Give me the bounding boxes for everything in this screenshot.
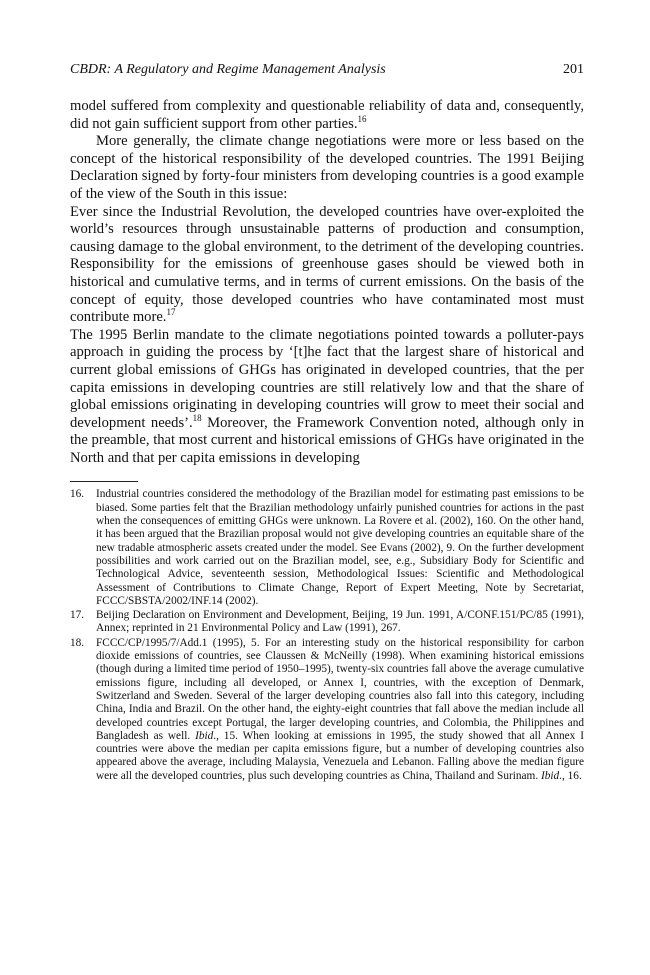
footnote-17 bbox=[70, 609, 584, 636]
footnote-text-a: FCCC/CP/1995/7/Add.1 (1995), 5. For an interesting study on the historical responsibility for carbon dioxide emissions of countries, see Claussen & McNeilly (1998). When examining historical emissions (though during a limited time period of 1950–1995), twenty-six countries fall above the average cumulative emissions figure, including all developed, or Annex I, countries, with the exception of Denmark, Switzerland and Sweden. Several of the larger developing countries also fall into this category, including China, India and Brazil. On the other hand, the eighty-eight countries that fall above the median include all developed countries except Portugal, the larger developing countries, and Colombia, the Philippines and Bangladesh as well. bbox=[96, 636, 584, 742]
footnote-number: 16. bbox=[70, 488, 85, 501]
paragraph-3-text-a: The 1995 Berlin mandate to the climate negotiations pointed towards a polluter-pays approach in guiding the process by ‘[t]he fact that the largest share of historical and current global emissions of GHGs has originated in developed countries, that the per capita emissions in developing countries are still relatively low and that the share of global emissions originating in developing countries will grow to meet their social and development needs’. bbox=[70, 326, 584, 431]
paragraph-3 bbox=[70, 327, 584, 468]
page-number: 201 bbox=[563, 62, 584, 77]
footnote-rule bbox=[70, 481, 138, 482]
main-text bbox=[70, 98, 584, 467]
footnote-ref-17[interactable]: 17 bbox=[166, 307, 176, 318]
block-quote-text: Ever since the Industrial Revolution, the developed countries have over-exploited the world’s resources through unsustainable patterns of production and consumption, causing damage to the global environment, to the detriment of the developing countries. Responsibility for the emissions of greenhouse gases should be viewed both in historical and cumulative terms, and in terms of current emissions. On the basis of the concept of equity, those developed countries who have contaminated most must contribute more. bbox=[70, 203, 584, 326]
ibid-italic: Ibid bbox=[195, 729, 214, 742]
paragraph-2: More generally, the climate change negotiations were more or less based on the concept of the historical responsibility of the developed countries. The 1991 Beijing Declaration signed by forty-four ministers from developing countries is a good example of the view of the South in this issue: bbox=[70, 133, 584, 202]
running-title: CBDR: A Regulatory and Regime Management Analysis bbox=[70, 62, 386, 77]
footnote-18 bbox=[70, 637, 584, 783]
footnote-ref-16[interactable]: 16 bbox=[357, 113, 367, 124]
footnote-ref-18[interactable]: 18 bbox=[192, 412, 202, 423]
ibid-italic: Ibid bbox=[540, 769, 560, 782]
footnote-text: Industrial countries considered the methodology of the Brazilian model for estimating past emissions to be biased. Some parties felt that the Brazilian methodology unfairly punished countries for actions in the past when the consequences of emitting GHGs were unknown. La Rovere et al. (2002), 160. On the other hand, it has been argued that the Brazilian proposal would not give developing countries an equitable share of the new tradable atmospheric assets created under the model. See Evans (2002), 9. On the further development possibilities and work carried out on the Brazilian model, see, e.g., Subsidiary Body for Scientific and Technological Advice, seventeenth session, Methodological Issues: Scientific and Methodological Assessment of Contributions to Climate Change, Report of Expert Meeting, Note by Secretariat, FCCC/SBSTA/2002/INF.14 (2002). bbox=[96, 488, 584, 607]
book-page bbox=[70, 62, 584, 784]
paragraph-3-text-b: Moreover, the Framework Convention noted, although only in the preamble, that most current and historical emissions of GHGs have originated in the North and that per capita emissions in developing bbox=[70, 414, 585, 466]
footnote-text-b: ., 15. When looking at emissions in 1995, the study showed that all Annex I countries were above the median per capita emissions figure, but a number of developing countries also appeared above the average, including Malaysia, Venezuela and Lebanon. Falling above the median figure were all the developed countries, plus such developing countries as China, Thailand and Surinam. bbox=[96, 729, 584, 782]
block-quote bbox=[70, 204, 584, 327]
paragraph-1 bbox=[70, 98, 584, 133]
footnote-text: Beijing Declaration on Environment and Development, Beijing, 19 Jun. 1991, A/CONF.151/PC/85 (1991), Annex; reprinted in 21 Environmental Policy and Law (1991), 267. bbox=[96, 609, 584, 635]
footnote-number: 18. bbox=[70, 636, 85, 649]
footnote-16 bbox=[70, 488, 584, 608]
footnote-number: 17. bbox=[70, 609, 85, 622]
running-header bbox=[70, 62, 584, 84]
footnote-text-c: ., 16. bbox=[559, 769, 582, 782]
footnotes bbox=[70, 488, 584, 783]
paragraph-1-text: model suffered from complexity and questionable reliability of data and, consequently, did not gain sufficient support from other parties. bbox=[70, 98, 584, 132]
